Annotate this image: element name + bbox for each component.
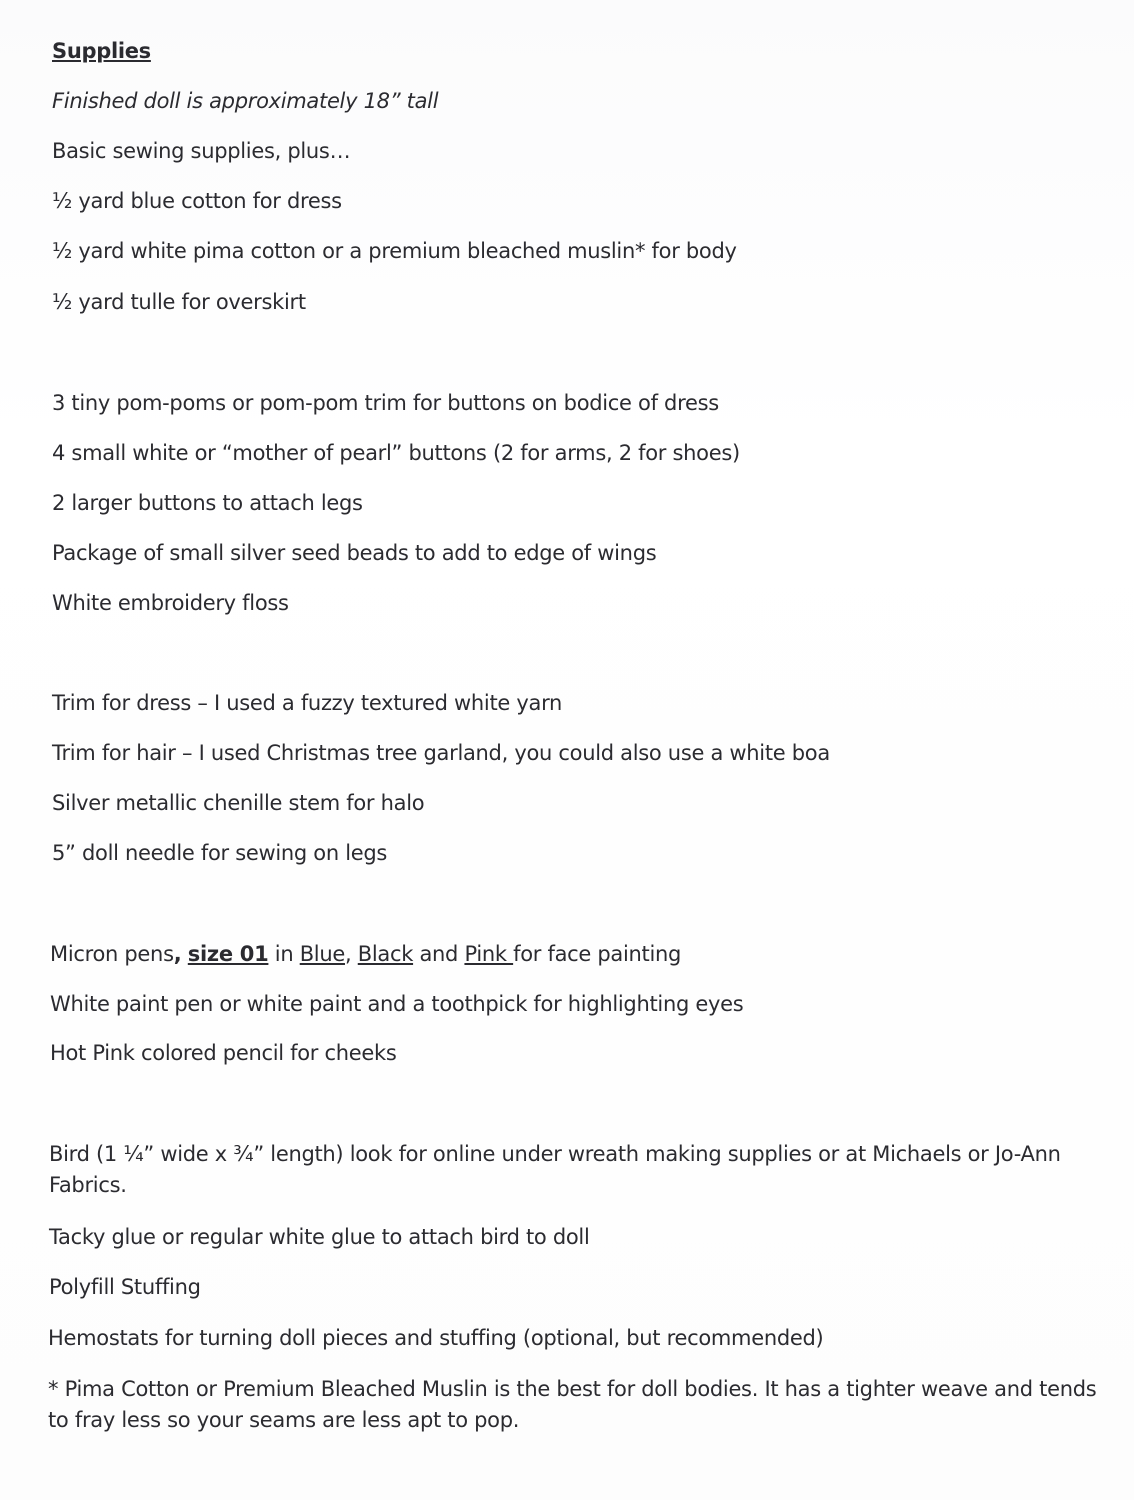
micron-sep: , <box>344 942 358 966</box>
supply-item: Hemostats for turning doll pieces and stuffing (optional, but recommended) <box>48 1326 824 1350</box>
supply-item: 2 larger buttons to attach legs <box>52 491 363 515</box>
supply-item: Polyfill Stuffing <box>49 1275 201 1299</box>
micron-prefix: Micron pens <box>50 942 174 966</box>
supply-item: Package of small silver seed beads to add to edge of wings <box>52 541 657 565</box>
color-blue: Blue <box>299 942 345 966</box>
supply-item: Silver metallic chenille stem for halo <box>52 791 425 815</box>
color-pink: Pink <box>464 942 514 966</box>
micron-and: and <box>413 942 465 966</box>
doll-size-note: Finished doll is approximately 18” tall <box>52 89 439 113</box>
footnote: * Pima Cotton or Premium Bleached Muslin is the best for doll bodies. It has a tighter weave and tends to fray less so your seams are less apt to pop. <box>48 1377 1097 1432</box>
supply-item: 4 small white or “mother of pearl” buttons (2 for arms, 2 for shoes) <box>52 441 740 465</box>
supply-item: Trim for dress – I used a fuzzy textured white yarn <box>52 691 563 715</box>
supply-item: 3 tiny pom-poms or pom-pom trim for buttons on bodice of dress <box>52 391 719 415</box>
micron-pens-line <box>50 941 681 967</box>
supply-item: White paint pen or white paint and a toothpick for highlighting eyes <box>50 992 744 1016</box>
supply-item: White embroidery floss <box>52 591 289 615</box>
supply-item: Trim for hair – I used Christmas tree garland, you could also use a white boa <box>52 741 830 765</box>
supply-item: ½ yard white pima cotton or a premium bleached muslin* for body <box>52 239 737 263</box>
supply-item: 5” doll needle for sewing on legs <box>52 841 388 865</box>
supply-item: ½ yard tulle for overskirt <box>52 290 306 314</box>
color-black: Black <box>357 942 414 966</box>
micron-suffix: for face painting <box>513 942 682 966</box>
pen-size: size 01 <box>187 942 269 966</box>
supply-item: ½ yard blue cotton for dress <box>52 189 342 213</box>
intro-line: Basic sewing supplies, plus… <box>52 139 351 163</box>
micron-in: in <box>268 942 300 966</box>
micron-comma: , <box>173 942 182 966</box>
section-heading: Supplies <box>52 39 151 63</box>
supply-item: Hot Pink colored pencil for cheeks <box>50 1041 397 1065</box>
bird-item: Bird (1 ¼” wide x ¾” length) look for online under wreath making supplies or at Michaels or Jo-Ann Fabrics. <box>49 1142 1061 1197</box>
supply-item: Tacky glue or regular white glue to attach bird to doll <box>49 1225 590 1249</box>
